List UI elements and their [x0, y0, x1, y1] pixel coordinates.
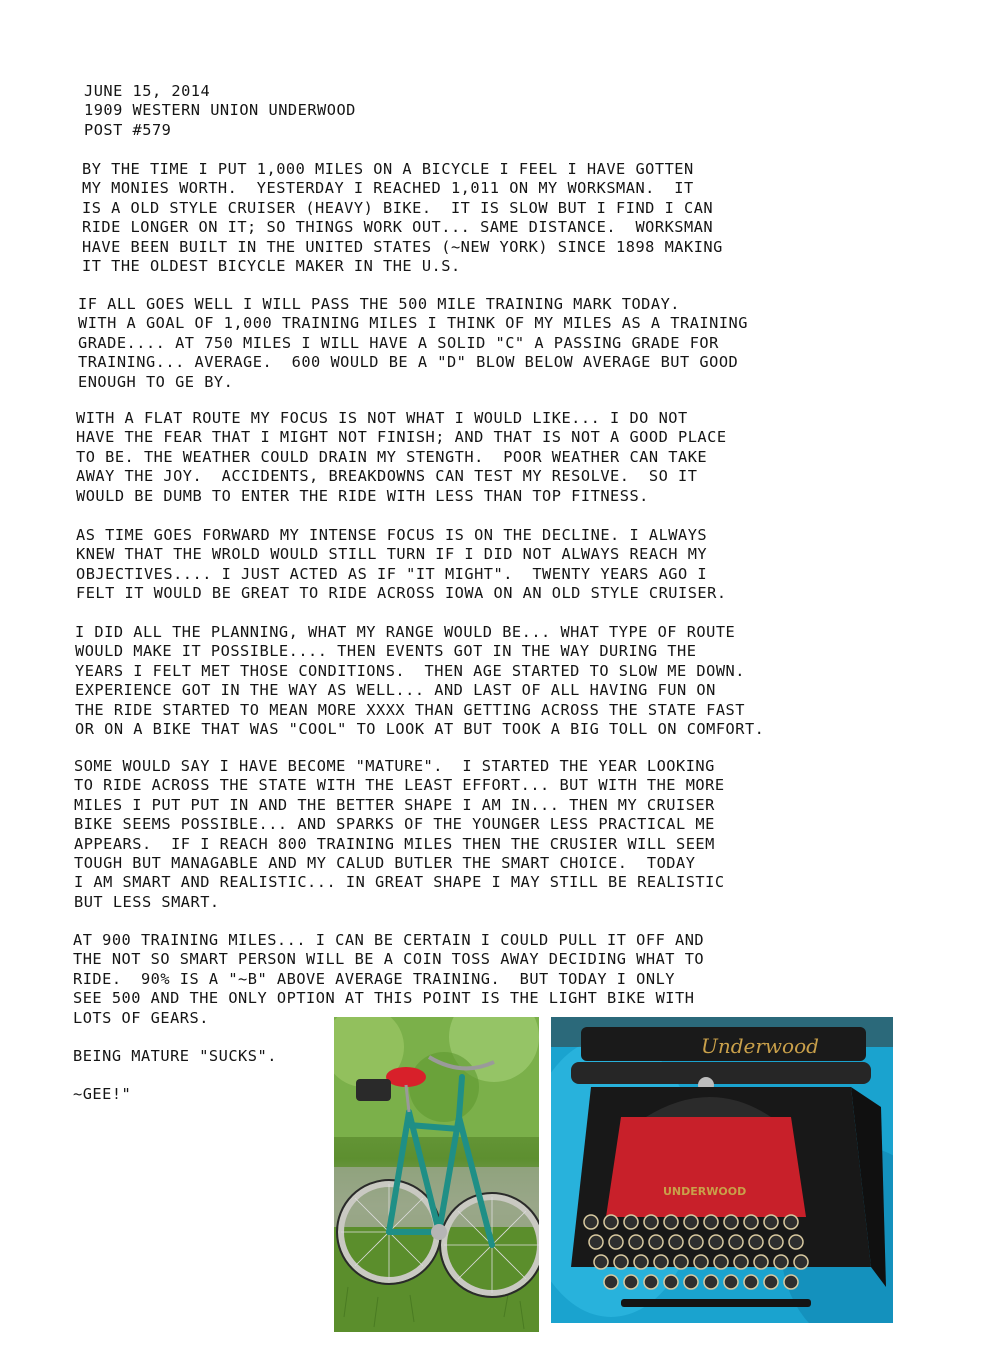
paragraph-line: HAVE THE FEAR THAT I MIGHT NOT FINISH; AND THAT IS NOT A GOOD PLACE: [76, 428, 727, 447]
paragraph-line: IF ALL GOES WELL I WILL PASS THE 500 MILE TRAINING MARK TODAY.: [78, 295, 680, 313]
paragraph-line: LOTS OF GEARS.: [73, 1008, 209, 1027]
bicycle-photo: [334, 1017, 539, 1332]
paragraph-line: I AM SMART AND REALISTIC... IN GREAT SHAPE I MAY STILL BE REALISTIC: [74, 873, 725, 892]
paragraph-line: WOULD MAKE IT POSSIBLE.... THEN EVENTS GOT IN THE WAY DURING THE: [75, 642, 697, 661]
paragraph-3: [76, 409, 727, 506]
paragraph-line: MILES I PUT PUT IN AND THE BETTER SHAPE I AM IN... THEN MY CRUISER: [74, 795, 715, 814]
paragraph-line: AS TIME GOES FORWARD MY INTENSE FOCUS IS ON THE DECLINE. I ALWAYS: [76, 526, 708, 544]
letter-date: JUNE 15, 2014: [84, 82, 211, 100]
paragraph-line: THE RIDE STARTED TO MEAN MORE XXXX THAN GETTING ACROSS THE STATE FAST: [75, 700, 745, 719]
paragraph-line: MY MONIES WORTH. YESTERDAY I REACHED 1,011 ON MY WORKSMAN. IT: [82, 179, 694, 198]
letter-header: [84, 82, 356, 140]
paragraph-line: IS A OLD STYLE CRUISER (HEAVY) BIKE. IT IS SLOW BUT I FIND I CAN: [82, 198, 714, 217]
paragraph-line: OBJECTIVES.... I JUST ACTED AS IF "IT MIGHT". TWENTY YEARS AGO I: [76, 564, 708, 583]
paragraph-line: TOUGH BUT MANAGABLE AND MY CALUD BUTLER THE SMART CHOICE. TODAY: [74, 854, 696, 873]
paragraph-line: RIDE. 90% IS A "~B" ABOVE AVERAGE TRAINING. BUT TODAY I ONLY: [73, 969, 675, 988]
bicycle-icon: [334, 1017, 539, 1332]
paragraph-line: BY THE TIME I PUT 1,000 MILES ON A BICYCLE I FEEL I HAVE GOTTEN: [82, 160, 694, 178]
paragraph-line: WITH A GOAL OF 1,000 TRAINING MILES I THINK OF MY MILES AS A TRAINING: [78, 314, 748, 333]
paragraph-line: I DID ALL THE PLANNING, WHAT MY RANGE WOULD BE... WHAT TYPE OF ROUTE: [75, 623, 736, 641]
paragraph-line: KNEW THAT THE WROLD WOULD STILL TURN IF I DID NOT ALWAYS REACH MY: [76, 545, 708, 564]
post-number: POST #579: [84, 120, 172, 139]
paragraph-line: THE NOT SO SMART PERSON WILL BE A COIN TOSS AWAY DECIDING WHAT TO: [73, 950, 705, 969]
paragraph-line: BUT LESS SMART.: [74, 892, 220, 911]
paragraph-line: TO BE. THE WEATHER COULD DRAIN MY STENGTH. POOR WEATHER CAN TAKE: [76, 447, 708, 466]
paragraph-line: BIKE SEEMS POSSIBLE... AND SPARKS OF THE YOUNGER LESS PRACTICAL ME: [74, 815, 715, 834]
paragraph-line: SEE 500 AND THE ONLY OPTION AT THIS POINT IS THE LIGHT BIKE WITH: [73, 989, 695, 1008]
paragraph-line: TRAINING... AVERAGE. 600 WOULD BE A "D" BLOW BELOW AVERAGE BUT GOOD: [78, 353, 739, 372]
brand-text: Underwood: [701, 1034, 819, 1058]
typewriter-icon: [551, 1017, 893, 1323]
paragraph-line: ENOUGH TO GE BY.: [78, 372, 234, 391]
paragraph-line: WOULD BE DUMB TO ENTER THE RIDE WITH LESS THAN TOP FITNESS.: [76, 486, 649, 505]
closing-line: BEING MATURE "SUCKS".: [73, 1047, 277, 1065]
paragraph-line: HAVE BEEN BUILT IN THE UNITED STATES (~NEW YORK) SINCE 1898 MAKING: [82, 237, 723, 256]
paragraph-line: RIDE LONGER ON IT; SO THINGS WORK OUT... SAME DISTANCE. WORKSMAN: [82, 218, 714, 237]
paragraph-line: OR ON A BIKE THAT WAS "COOL" TO LOOK AT BUT TOOK A BIG TOLL ON COMFORT.: [75, 720, 765, 739]
paragraph-line: FELT IT WOULD BE GREAT TO RIDE ACROSS IOWA ON AN OLD STYLE CRUISER.: [76, 584, 727, 603]
paragraph-line: APPEARS. IF I REACH 800 TRAINING MILES THEN THE CRUSIER WILL SEEM: [74, 834, 715, 853]
typewriter-photo: [551, 1017, 893, 1323]
paragraph-line: IT THE OLDEST BICYCLE MAKER IN THE U.S.: [82, 257, 461, 276]
paragraph-1: [82, 160, 723, 276]
paragraph-4: [76, 526, 727, 604]
paragraph-line: WITH A FLAT ROUTE MY FOCUS IS NOT WHAT I WOULD LIKE... I DO NOT: [76, 409, 688, 427]
paragraph-line: AWAY THE JOY. ACCIDENTS, BREAKDOWNS CAN TEST MY RESOLVE. SO IT: [76, 467, 698, 486]
paragraph-7: [73, 931, 704, 1028]
paragraph-2: [78, 295, 748, 392]
paragraph-line: EXPERIENCE GOT IN THE WAY AS WELL... AND LAST OF ALL HAVING FUN ON: [75, 681, 716, 700]
paragraph-5: [75, 623, 764, 739]
signature: ~GEE!": [73, 1085, 132, 1103]
paragraph-line: YEARS I FELT MET THOSE CONDITIONS. THEN AGE STARTED TO SLOW ME DOWN.: [75, 661, 745, 680]
paragraph-line: SOME WOULD SAY I HAVE BECOME "MATURE". I STARTED THE YEAR LOOKING: [74, 757, 715, 775]
paragraph-line: TO RIDE ACROSS THE STATE WITH THE LEAST EFFORT... BUT WITH THE MORE: [74, 776, 725, 795]
paragraph-6: [74, 757, 725, 912]
paragraph-line: GRADE.... AT 750 MILES I WILL HAVE A SOLID "C" A PASSING GRADE FOR: [78, 333, 719, 352]
paragraph-line: AT 900 TRAINING MILES... I CAN BE CERTAIN I COULD PULL IT OFF AND: [73, 931, 705, 949]
typewriter-model: 1909 WESTERN UNION UNDERWOOD: [84, 101, 356, 120]
svg-text:UNDERWOOD: UNDERWOOD: [663, 1185, 747, 1198]
